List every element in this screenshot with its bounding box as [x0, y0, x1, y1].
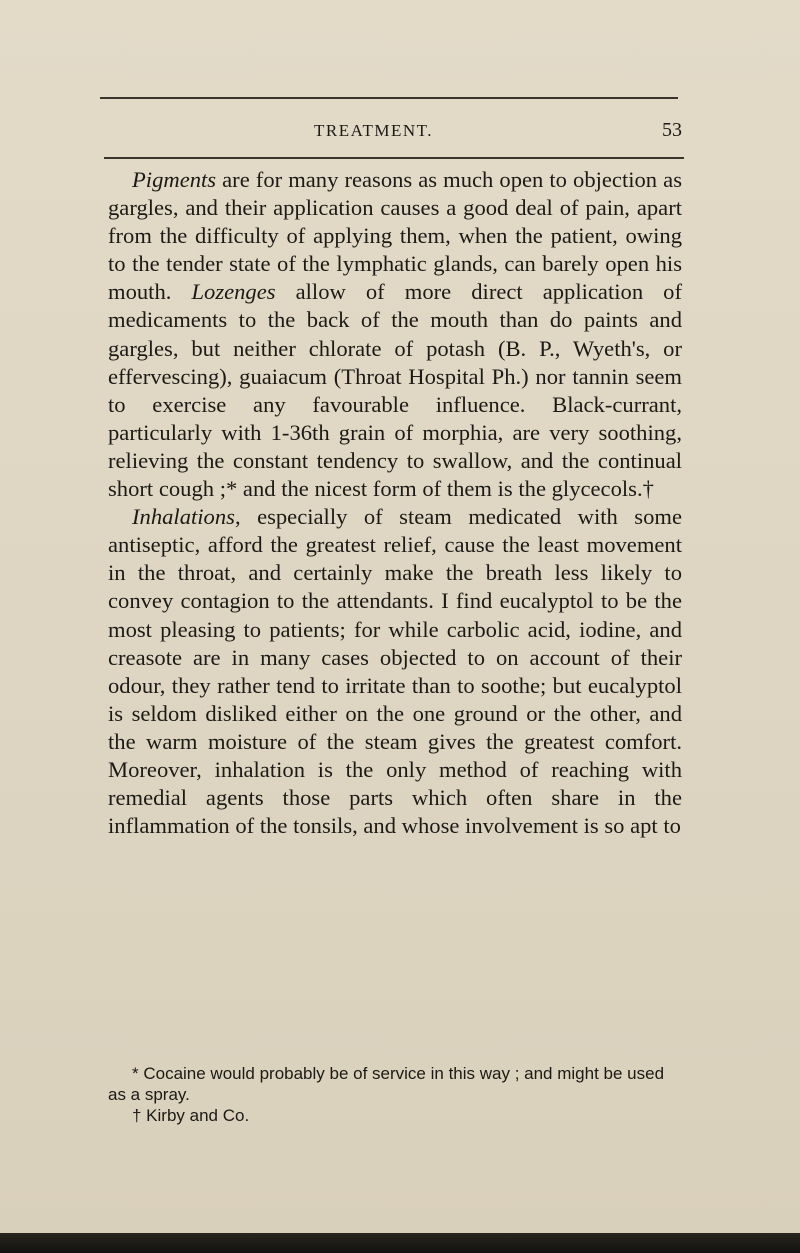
term-inhalations: Inhalations [132, 504, 235, 530]
body-text [108, 166, 682, 840]
page-bottom-edge [0, 1233, 800, 1253]
footnotes [108, 1063, 682, 1126]
page-number: 53 [662, 119, 682, 141]
running-head: TREATMENT. [314, 121, 434, 140]
paragraph-inhalations [108, 503, 682, 840]
term-lozenges: Lozenges [191, 279, 276, 305]
footnote-cocaine: * Cocaine would probably be of service in this way ; and might be used as a spray. [108, 1064, 665, 1104]
term-pigments: Pigments [132, 167, 217, 192]
paragraph-text: are for many reasons as much open to objection as gargles, and their application causes a good deal of pain, apart from the difficulty of applying them, when the patient, owing to the tender state of the lymphatic glands, can barely open his mouth. [108, 167, 682, 305]
top-rule [100, 97, 678, 99]
footnote-kirby: † Kirby and Co. [132, 1106, 250, 1125]
header-rule [104, 157, 684, 159]
paragraph-text: , especially of steam medicated with some antiseptic, afford the greatest relief, cause the least movement in the throat, and certainly make the breath less likely to convey contagion to the attendants. I find eucalyptol to be the most pleasing to patients; for while carbolic acid, iodine, and creasote are in many cases objected to on account of their odour, they rather tend to irritate than to soothe; but eucalyptol is seldom disliked either on the one ground or the other, and the warm moisture of the steam gives the greatest comfort. Moreover, inhalation is the only method of reaching with remedial agents those parts which often share in the inflammation of the tonsils, and whose involvement is so apt to [108, 504, 682, 839]
page-header [108, 121, 682, 145]
paragraph-pigments [108, 166, 682, 503]
paragraph-text: allow of more direct application of medicaments to the back of the mouth than do paints and gargles, but neither chlorate of potash (B. P., Wyeth's, or effervescing), guaiacum (Throat Hospital Ph.) nor tannin seem to exercise any favourable influence. Black-currant, particularly with 1-36th grain of morphia, are very soothing, relieving the constant tendency to swallow, and the continual short cough ;* and the nicest form of them is the glycecols.† [108, 279, 682, 502]
